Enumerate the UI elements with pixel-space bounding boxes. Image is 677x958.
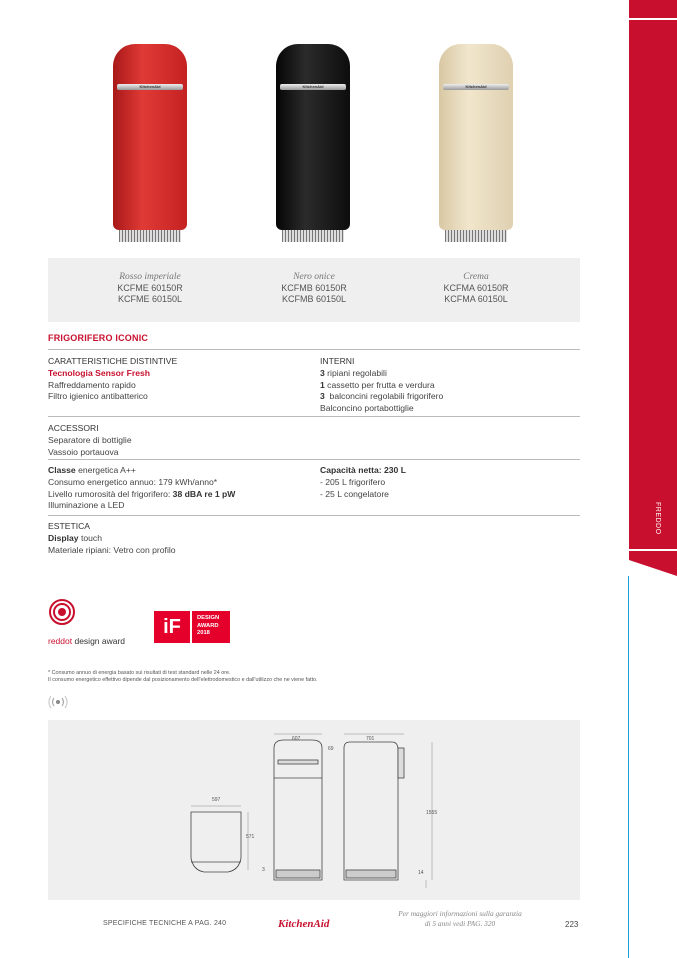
fridge-logo: KitchenAid — [465, 84, 487, 89]
color-name: Crema — [463, 272, 489, 282]
capacity-item: - 25 L congelatore — [320, 488, 389, 499]
model-code: KCFME 60150L — [117, 294, 183, 304]
reddot-icon — [48, 598, 76, 626]
lighting: Illuminazione a LED — [48, 500, 125, 511]
fridge-red-image — [113, 44, 187, 242]
side-blue-line — [628, 576, 629, 958]
energy-consumption: Consumo energetico annuo: 179 kWh/anno* — [48, 476, 218, 487]
dimension-drawing — [48, 720, 580, 900]
fridge-black-image — [276, 44, 350, 242]
shelf-material: Materiale ripiani: Vetro con profilo — [48, 544, 176, 555]
footnote: * Consumo annuo di energia basato sui risultati di test standard nelle 24 ore. Il consumo energetico effettivo dipende dal posizionamento dell'elettrodomestico e dall'utilizzo che ne viene fatto. — [48, 670, 318, 683]
interior-item: 3 ripiani regolabili — [320, 367, 387, 378]
color-name: Rosso imperiale — [119, 272, 181, 282]
interior-item: 3 balconcini regolabili frigorifero — [320, 391, 444, 402]
dim-1555: 1555 — [426, 810, 438, 816]
model-code: KCFME 60150R — [117, 283, 183, 293]
side-tab-divider — [629, 549, 677, 551]
accessories-heading: ACCESSORI — [48, 423, 99, 433]
if-logo: iF — [154, 611, 190, 643]
model-code: KCFMB 60150R — [281, 283, 347, 293]
footer-specs-ref: SPECIFICHE TECNICHE A PAG. 240 — [103, 920, 227, 927]
page-number: 223 — [565, 920, 579, 929]
model-code: KCFMA 60150R — [443, 283, 509, 293]
capacity-item: - 205 L frigorifero — [320, 476, 386, 487]
model-code: KCFMB 60150L — [281, 294, 347, 304]
accessory-item: Separatore di bottiglie — [48, 434, 132, 445]
caption-red — [90, 272, 210, 305]
dim-701: 701 — [366, 736, 375, 742]
footer-brand-logo: KitchenAid — [278, 918, 330, 930]
sound-icon — [48, 695, 68, 714]
energy-block — [48, 465, 308, 512]
capacity-heading: Capacità netta: 230 L — [320, 465, 406, 475]
feature-item: Filtro igienico antibatterico — [48, 391, 148, 402]
color-name: Nero onice — [293, 272, 335, 282]
side-tab — [629, 0, 677, 560]
side-tab-tail — [629, 560, 677, 576]
display-type: Display touch — [48, 532, 102, 543]
model-code: KCFMA 60150L — [444, 294, 508, 304]
section-title: FRIGORIFERO ICONIC — [48, 333, 149, 343]
features-highlight: Tecnologia Sensor Fresh — [48, 367, 151, 378]
aesthetics-heading: ESTETICA — [48, 521, 91, 531]
dim-597: 597 — [212, 797, 221, 803]
dim-14: 14 — [418, 870, 424, 876]
interior-block — [320, 356, 570, 415]
footer-warranty-note: Per maggiori informazioni sulla garanzia di 5 anni vedi PAG. 320 — [398, 909, 522, 928]
aesthetics-block — [48, 521, 308, 556]
side-tab-divider — [629, 18, 677, 20]
divider — [48, 515, 580, 516]
reddot-logo — [48, 598, 76, 631]
divider — [48, 416, 580, 417]
feature-item: Raffreddamento rapido — [48, 379, 136, 390]
dim-607: 607 — [292, 736, 301, 742]
divider — [48, 349, 580, 350]
caption-cream — [416, 272, 536, 305]
energy-class: Classe energetica A++ — [48, 465, 136, 475]
if-award-text: DESIGN AWARD 2018 — [192, 611, 230, 643]
capacity-block — [320, 465, 570, 500]
interior-item: 1 cassetto per frutta e verdura — [320, 379, 435, 390]
caption-black — [254, 272, 374, 305]
reddot-wordmark: reddot design award — [48, 636, 126, 646]
dim-571: 571 — [246, 834, 255, 840]
fridge-cream-image — [439, 44, 513, 242]
interior-heading: INTERNI — [320, 356, 355, 366]
accessories-block — [48, 423, 298, 458]
dim-3: 3 — [262, 867, 265, 873]
features-block — [48, 356, 298, 403]
accessory-item: Vassoio portauova — [48, 446, 119, 457]
features-heading: CARATTERISTICHE DISTINTIVE — [48, 356, 178, 366]
fridge-logo: KitchenAid — [302, 84, 324, 89]
noise-level: Livello rumorosità del frigorifero: 38 dBA re 1 pW — [48, 488, 236, 499]
dim-69: 69 — [328, 746, 334, 752]
interior-item: Balconcino portabottiglie — [320, 403, 414, 414]
side-tab-label: FREDDO — [654, 501, 661, 535]
divider — [48, 459, 580, 460]
fridge-logo: KitchenAid — [139, 84, 161, 89]
technical-drawing — [48, 720, 580, 900]
